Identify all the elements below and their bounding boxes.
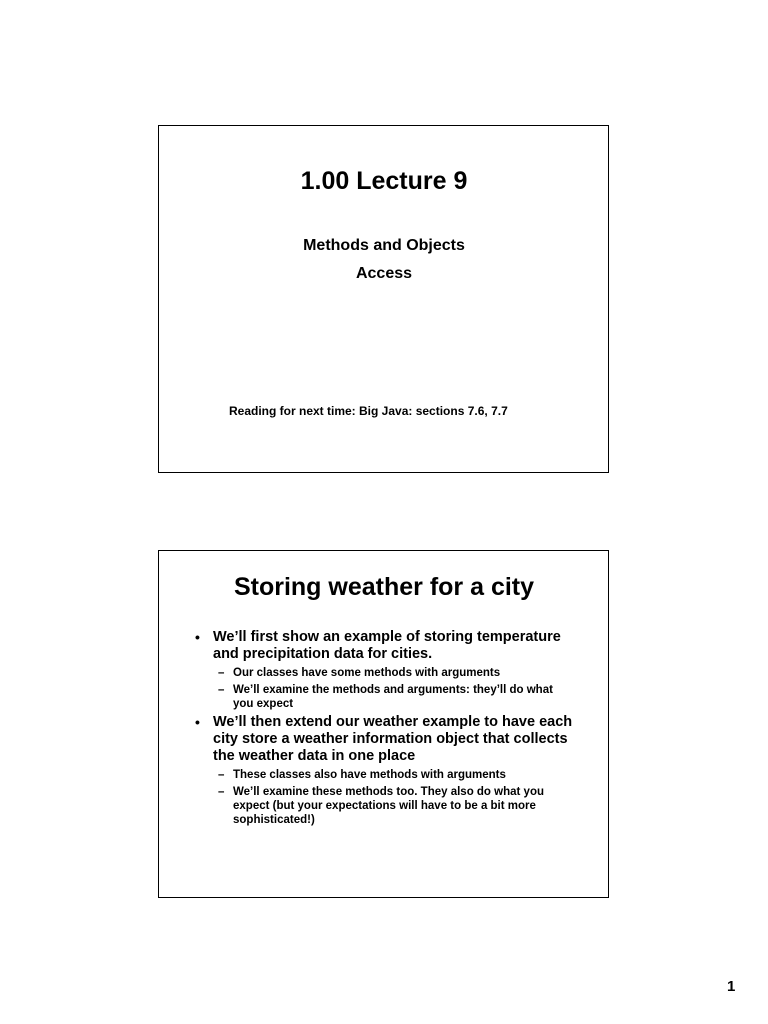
slide-1-reading-note: Reading for next time: Big Java: sections 7.6, 7.7 <box>229 404 508 418</box>
bullet-1-sub-2-text: We’ll examine the methods and arguments: they’ll do what you expect <box>233 684 553 710</box>
bullet-1-text: We’ll first show an example of storing temperature and precipitation data for cities. <box>213 629 561 662</box>
bullet-1-sub-1-marker: – <box>218 667 225 679</box>
bullet-1-sub-2-marker: – <box>218 684 225 696</box>
bullet-2-marker: • <box>195 714 200 730</box>
bullet-2-sub-2-marker: – <box>218 786 225 798</box>
slide-1-subtitle-line-1: Methods and Objects <box>303 237 465 254</box>
page-number: 1 <box>727 978 736 995</box>
bullet-2-sub-1-marker: – <box>218 769 225 781</box>
bullet-1-sub-1-text: Our classes have some methods with arguments <box>233 667 501 679</box>
slide-1-title: 1.00 Lecture 9 <box>300 167 468 195</box>
bullet-2-text: We’ll then extend our weather example to have each city store a weather information object that collects the weather data in one place <box>213 714 573 764</box>
slide-1-subtitle-line-2: Access <box>355 265 413 282</box>
bullet-1-marker: • <box>195 629 200 645</box>
bullet-2-sub-2-text: We’ll examine these methods too. They also do what you expect (but your expectations will have to be a bit more sophisticated!) <box>233 786 544 826</box>
bullet-2-sub-1-text: These classes also have methods with arguments <box>233 769 506 781</box>
slide-2-title: Storing weather for a city <box>233 573 535 601</box>
